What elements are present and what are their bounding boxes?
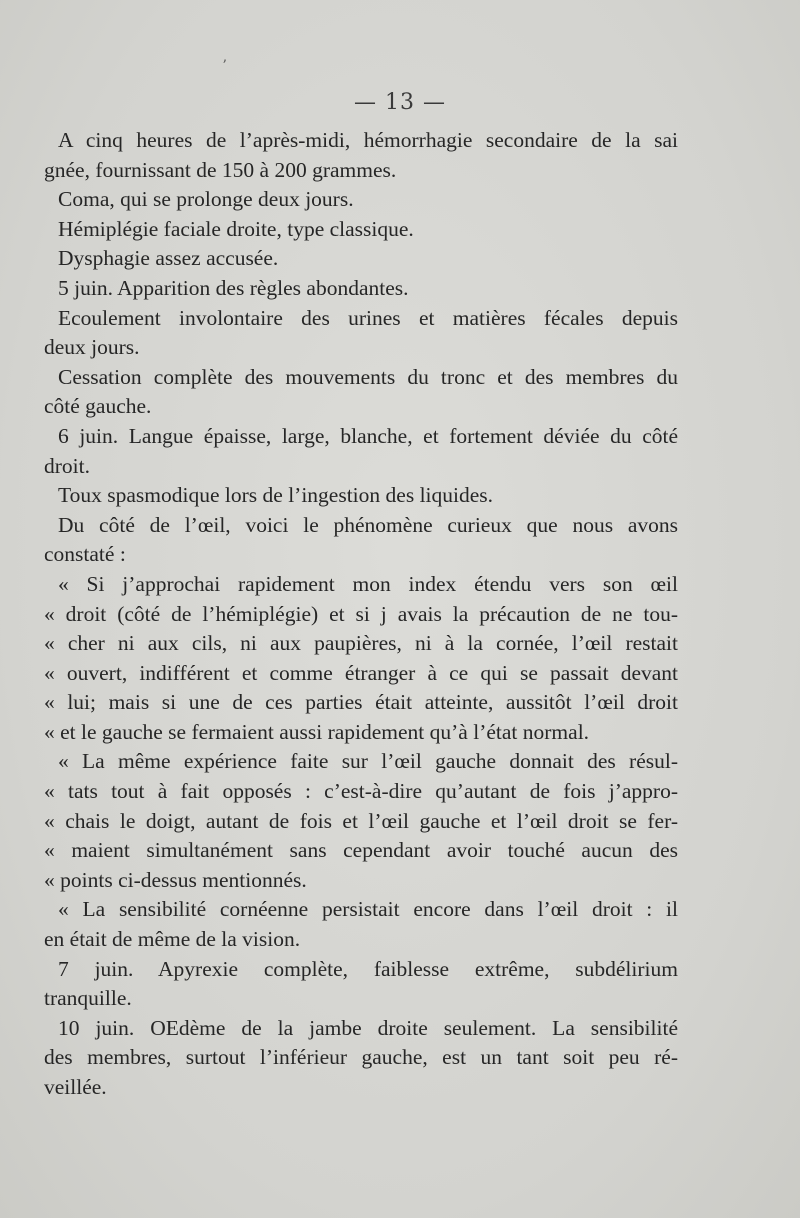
text-line: Dysphagie assez accusée. bbox=[58, 246, 279, 271]
text-line: constaté : bbox=[44, 542, 126, 567]
text-line: 5 juin. Apparition des règles abondantes. bbox=[58, 275, 409, 300]
quote-line: « ouvert, indifférent et comme étranger à ce qui se passait devant bbox=[44, 660, 678, 685]
text-line: deux jours. bbox=[44, 335, 140, 360]
quote-line: « cher ni aux cils, ni aux paupières, ni à la cornée, l’œil restait bbox=[44, 631, 678, 656]
text-line: Hémiplégie faciale droite, type classique. bbox=[58, 216, 414, 241]
quote-line: « droit (côté de l’hémiplégie) et si j avais la précaution de ne tou- bbox=[44, 601, 678, 626]
text-line: en était de même de la vision. bbox=[44, 927, 301, 952]
text-line: tranquille. bbox=[44, 986, 132, 1011]
text-line: des membres, surtout l’inférieur gauche, est un tant soit peu ré- bbox=[44, 1045, 678, 1070]
text-line: 6 juin. Langue épaisse, large, blanche, et fortement déviée du côté bbox=[58, 423, 678, 448]
quote-line: « chais le doigt, autant de fois et l’œil gauche et l’œil droit se fer- bbox=[44, 808, 678, 833]
quote-line: « La sensibilité cornéenne persistait encore dans l’œil droit : il bbox=[58, 897, 678, 922]
text-line: Du côté de l’œil, voici le phénomène curieux que nous avons bbox=[58, 512, 678, 537]
quote-line: « La même expérience faite sur l’œil gauche donnait des résul- bbox=[58, 749, 678, 774]
text-line: Cessation complète des mouvements du tronc et des membres du bbox=[58, 364, 678, 389]
quote-line: « lui; mais si une de ces parties était atteinte, aussitôt l’œil droit bbox=[44, 690, 678, 715]
text-line: 7 juin. Apyrexie complète, faiblesse extrême, subdélirium bbox=[58, 956, 678, 981]
text-line: Ecoulement involontaire des urines et matières fécales depuis bbox=[58, 305, 678, 330]
quote-line: « points ci-dessus mentionnés. bbox=[44, 867, 307, 892]
page-number: — 13 — bbox=[354, 90, 446, 115]
text-line: gnée, fournissant de 150 à 200 grammes. bbox=[44, 157, 397, 182]
quote-line: « maient simultanément sans cependant avoir touché aucun des bbox=[44, 838, 678, 863]
text-line: Toux spasmodique lors de l’ingestion des liquides. bbox=[58, 483, 494, 508]
quote-line: « et le gauche se fermaient aussi rapidement qu’à l’état normal. bbox=[44, 719, 590, 744]
body-text bbox=[44, 126, 678, 1103]
text-line: 10 juin. OEdème de la jambe droite seulement. La sensibilité bbox=[58, 1015, 678, 1040]
text-line: Coma, qui se prolonge deux jours. bbox=[58, 187, 354, 212]
ink-speck: ʼ bbox=[222, 58, 227, 74]
text-line: A cinq heures de l’après-midi, hémorrhagie secondaire de la sai bbox=[58, 128, 678, 152]
text-line: veillée. bbox=[44, 1075, 107, 1099]
text-line: droit. bbox=[44, 453, 90, 478]
text-line: côté gauche. bbox=[44, 394, 152, 419]
quote-line: « tats tout à fait opposés : c’est-à-dire qu’autant de fois j’appro- bbox=[44, 779, 678, 804]
quote-line: « Si j’approchai rapidement mon index étendu vers son œil bbox=[58, 571, 678, 596]
